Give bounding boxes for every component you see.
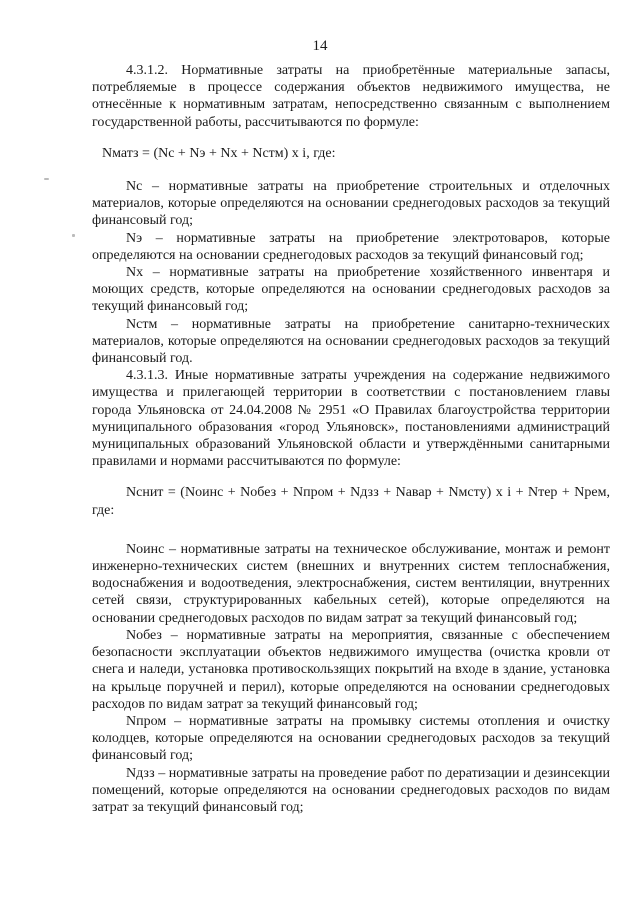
formula-nsnit: Nснит = (Nоинс + Nобез + Nпром + Nдзз + Nавар + Nмсту) x i + Nтер + Nрем, — [126, 485, 610, 501]
paragraph-ndzz: Nдзз – нормативные затраты на проведение работ по дератизации и дезинсекции помещений, которые определяются на основании среднегодовых расходов по видам затрат за текущий финансовый год; — [92, 765, 610, 815]
paragraph-nstm: Nстм – нормативные затраты на приобретение санитарно-технических материалов, которые определяются на основании среднегодовых расходов за текущий финансовый год. — [92, 316, 610, 367]
paragraph-nprom: Nпром – нормативные затраты на промывку системы отопления и очистку колодцев, которые определяются на основании среднегодовых расходов за текущий финансовый год; — [92, 713, 610, 764]
document-body — [92, 62, 610, 816]
formula-nmatz: Nматз = (Nс + Nэ + Nх + Nстм) x i, где: — [102, 145, 336, 161]
paragraph-ne: Nэ – нормативные затраты на приобретение электротоваров, которые определяются на основании среднегодовых расходов за текущий финансовый год; — [92, 230, 610, 263]
formula-nsnit-where: где: — [92, 502, 115, 518]
scan-artifact — [72, 234, 75, 237]
paragraph-nx: Nх – нормативные затраты на приобретение хозяйственного инвентаря и моющих средств, которые определяются на основании среднегодовых расходов за текущий финансовый год; — [92, 265, 610, 315]
paragraph-4-3-1-3: 4.3.1.3. Иные нормативные затраты учреждения на содержание недвижимого имущества и прилегающей территории в соответствии с постановлением главы города Ульяновска от 24.04.2008 № 2951 «О Правилах благоустройства территории муниципального образования «город Ульяновск», постановлениями администраций муниципальных образований Ульяновской области и утверждёнными санитарными правилами и нормами рассчитываются по формуле: — [92, 368, 610, 470]
paragraph-4-3-1-2: 4.3.1.2. Нормативные затраты на приобретённые материальные запасы, потребляемые в процессе содержания объектов недвижимого имущества, не отнесённые к нормативным затратам, непосредственно связанным с выполнением государственной работы, рассчитываются по формуле: — [92, 63, 610, 130]
page-number: 14 — [312, 38, 328, 54]
scan-artifact — [44, 178, 49, 180]
paragraph-nc: Nс – нормативные затраты на приобретение строительных и отделочных материалов, которые определяются на основании среднегодовых расходов за текущий финансовый год; — [92, 179, 610, 229]
paragraph-noins: Nоинс – нормативные затраты на техническое обслуживание, монтаж и ремонт инженерно-технических систем (внешних и внутренних систем теплоснабжения, водоснабжения и водоотведения, электроснабжения, систем вентиляции, внутренних сетей связи, структурированных кабельных сетей), которые определяются на основании среднегодовых расходов по видам затрат за текущий финансовый год; — [92, 541, 610, 626]
paragraph-nobez: Nобез – нормативные затраты на мероприятия, связанные с обеспечением безопасности эксплуатации объектов недвижимого имущества (очистка кровли от снега и наледи, установка противоскользящих покрытий на входе в здание, установка на крыльце поручней и перил), которые определяются на основании среднегодовых расходов по видам затрат за текущий финансовый год; — [92, 627, 610, 712]
